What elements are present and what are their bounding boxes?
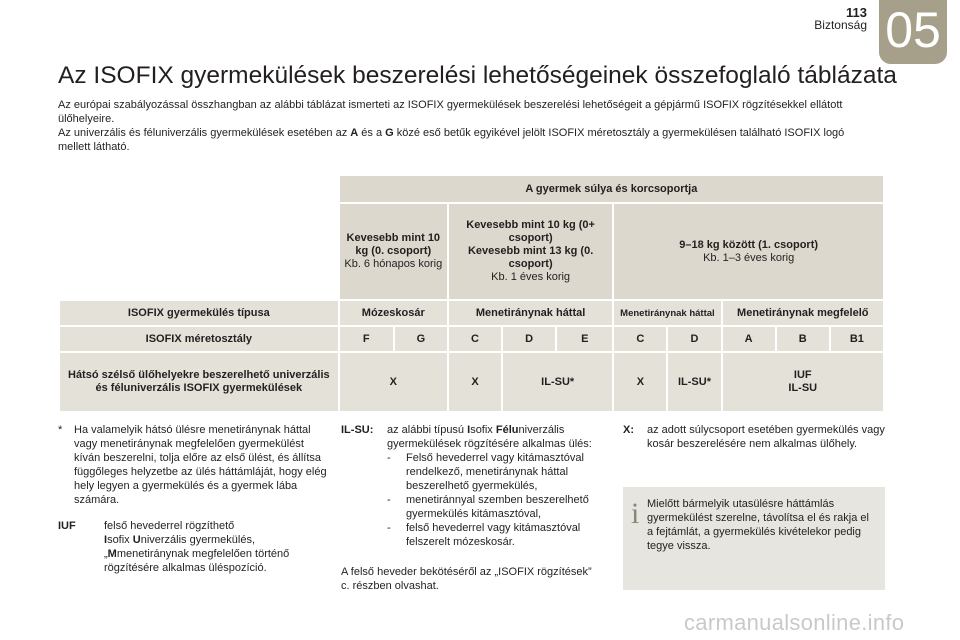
- footnotes-column: [58, 423, 328, 575]
- isofix-table: [58, 174, 885, 413]
- intro-paragraph-1: Az európai szabályozással összhangban az alábbi táblázat ismerteti az ISOFIX gyermekülések beszerelési lehetőségeit a gépjármű ISOFIX rögzítésekkel ellátott ülőhelyeire.: [58, 99, 843, 125]
- info-box: [623, 487, 885, 590]
- info-text: Mielőtt bármelyik utasülésre háttámlás gyermekülést szerelne, távolítsa el és rakja el a fejtámlát, a gyermekülés kivételekor pedig tegye vissza.: [647, 498, 869, 552]
- type-value: Mózeskosár: [339, 300, 448, 326]
- list-item: - Felső hevederrel vagy kitámasztóval rendelkező, menetiránynak háttal beszerelhető gyermekülés,: [387, 452, 584, 492]
- star-note: * Ha valamelyik hátsó ülésre menetiránynak háttal vagy menetiránynak megfelelően gyermekülést kíván beszerelni, tolja előre az első ülést, és állítsa függőleges helyzetbe az ülés háttámláját, hogy elég hely legyen a gyermekülés és a gyermek lába számára.: [58, 424, 327, 506]
- table-corner-2: [59, 203, 339, 300]
- seat-value: IL-SU*: [667, 352, 721, 412]
- size-class: C: [448, 326, 502, 352]
- size-row-label: ISOFIX méretosztály: [59, 326, 339, 352]
- intro-paragraph-2: Az univerzális és féluniverzális gyermekülések esetében az A és a G közé eső betűk egyikével jelölt ISOFIX méretosztály a gyermekülésen található ISOFIX logó mellett látható.: [58, 127, 845, 153]
- info-icon: i: [631, 497, 640, 530]
- group-1-cell: 9–18 kg között (1. csoport) Kb. 1–3 éves korig: [613, 203, 884, 300]
- size-class: E: [556, 326, 613, 352]
- x-column: [623, 423, 885, 451]
- list-item: - felső hevederrel vagy kitámasztóval felszerelt mózeskosár.: [387, 522, 581, 548]
- seat-value: IL-SU*: [502, 352, 613, 412]
- seat-value: IUF IL-SU: [722, 352, 884, 412]
- group-0-cell: Kevesebb mint 10 kg (0. csoport) Kb. 6 hónapos korig: [339, 203, 448, 300]
- page-title: Az ISOFIX gyermekülések beszerelési lehetőségeinek összefoglaló táblázata: [58, 62, 897, 89]
- x-note: X: az adott súlycsoport esetében gyermekülés vagy kosár beszerelésére nem alkalmas ülőhely.: [623, 424, 885, 450]
- seat-row-label: Hátsó szélső ülőhelyekre beszerelhető univerzális és féluniverzális ISOFIX gyermekülések: [59, 352, 339, 412]
- chapter-tab: 05: [879, 0, 947, 64]
- ilsu-column: [341, 423, 601, 593]
- size-class: G: [394, 326, 448, 352]
- intro-text: [58, 98, 878, 154]
- size-class: B1: [830, 326, 884, 352]
- page-number: 113: [846, 5, 867, 20]
- ilsu-note: IL-SU: az alábbi típusú Isofix Féluniverzális gyermekülések rögzítésére alkalmas ülés: - Felső hevederrel vagy kitámasztóval rendelkező, menetiránynak háttal beszerelhető gyermekülés, - menetiránnyal szemben beszerelhető gyermekülés kitámasztóval, - felső hevederrel vagy kitámasztóval felszerelt mózeskosár.: [341, 423, 601, 549]
- table-corner: [59, 175, 339, 203]
- watermark: carmanualsonline.info: [684, 610, 905, 635]
- weight-group-header: A gyermek súlya és korcsoportja: [339, 175, 884, 203]
- size-class: D: [502, 326, 556, 352]
- type-row-label: ISOFIX gyermekülés típusa: [59, 300, 339, 326]
- size-class: A: [722, 326, 776, 352]
- size-class: F: [339, 326, 394, 352]
- section-name: Biztonság: [814, 18, 867, 32]
- ilsu-list: [387, 451, 601, 549]
- list-item: - menetiránnyal szemben beszerelhető gyermekülés kitámasztóval,: [387, 494, 589, 520]
- type-value: Menetiránynak megfelelő: [722, 300, 884, 326]
- seat-value: X: [339, 352, 448, 412]
- seat-value: X: [613, 352, 667, 412]
- seat-value: X: [448, 352, 502, 412]
- size-class: B: [776, 326, 830, 352]
- page-header: [814, 6, 867, 32]
- size-class: D: [667, 326, 721, 352]
- type-value: Menetiránynak háttal: [613, 300, 721, 326]
- size-class: C: [613, 326, 667, 352]
- tether-note: A felső heveder bekötéséről az „ISOFIX rögzítések” c. részben olvashat.: [341, 566, 592, 592]
- group-0plus-cell: Kevesebb mint 10 kg (0+ csoport) Kevesebb mint 13 kg (0. csoport) Kb. 1 éves korig: [448, 203, 613, 300]
- type-value: Menetiránynak háttal: [448, 300, 613, 326]
- iuf-note: IUF felső hevederrel rögzíthető Isofix Univerzális gyermekülés, „Mmenetiránynak megfelelően történő rögzítésére alkalmas üléspozíció.: [58, 520, 290, 574]
